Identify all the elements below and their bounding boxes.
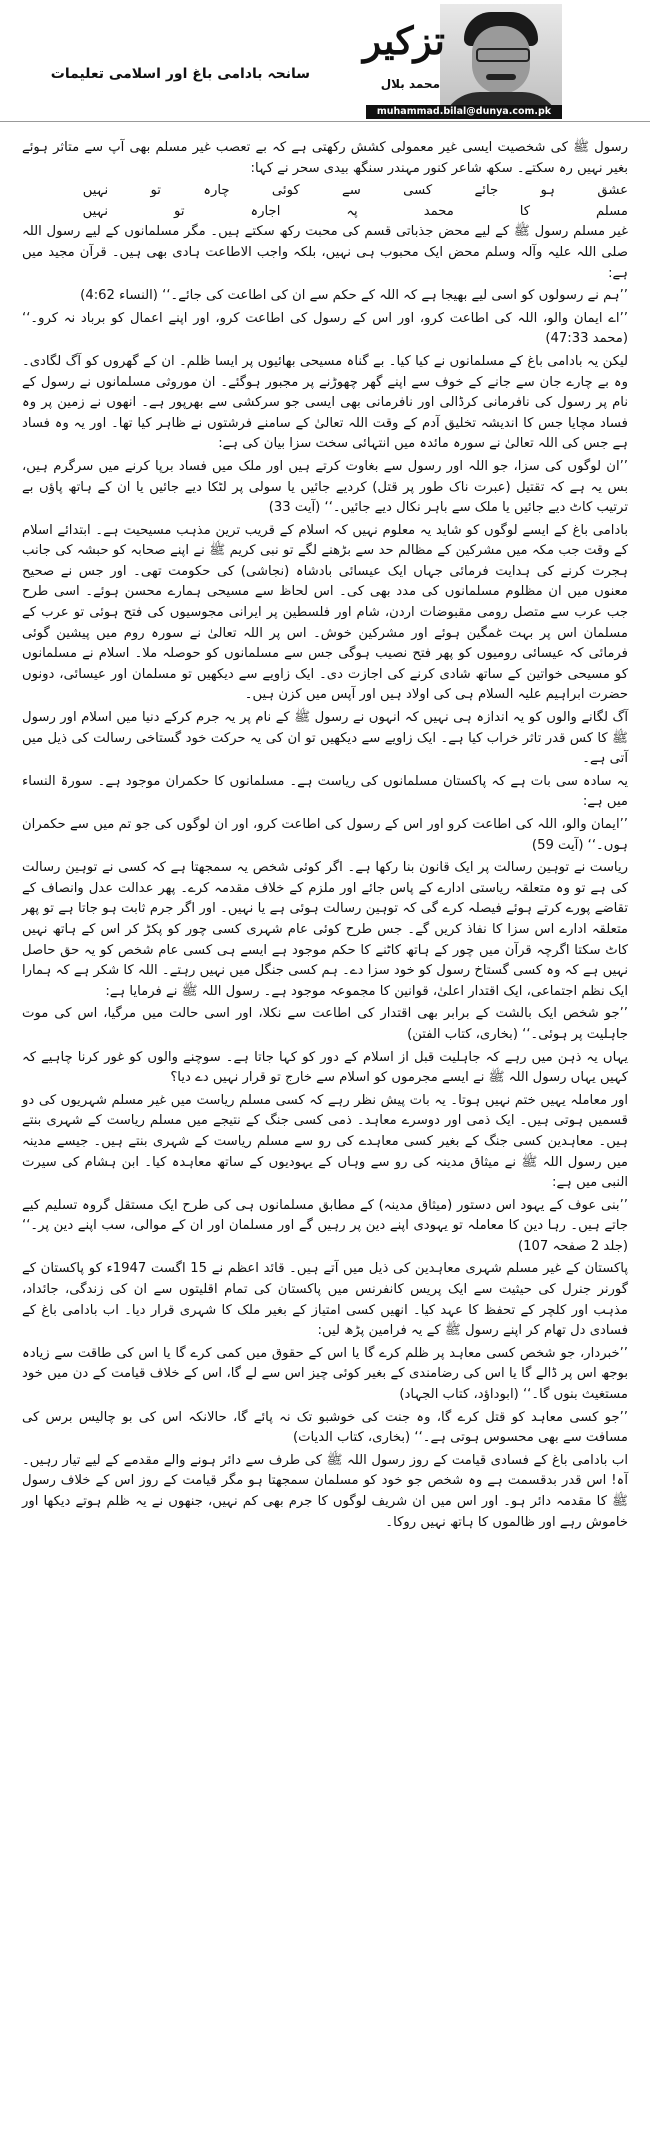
author-name: محمد بلال — [380, 77, 440, 91]
quotation-paragraph: ’’جو کسی معاہد کو قتل کرے گا، وہ جنت کی خوشبو تک نہ پائے گا، حالانکہ اس کی بو چالیس برس کی مسافت سے بھی محسوس ہوتی ہے۔‘‘ (بخاری، کتاب الدیات) — [22, 1409, 628, 1446]
poem-word: نہیں — [82, 183, 109, 199]
quotation-paragraph: ’’ان لوگوں کی سزا، جو اللہ اور رسول سے بغاوت کرتے ہیں اور ملک میں فساد برپا کرنے میں سرگرم ہیں، بس یہ ہے کہ تقتیل (عبرت ناک طور پر قتل) کردیے جائیں یا سولی پر لٹکا دیے جائیں یا ان کے ہاتھ پاؤں بے ترتیب کاٹ دیے جائیں یا ملک سے باہر نکال دیے جائیں۔‘‘ (آیت 33) — [22, 458, 628, 516]
article-paragraph: اور معاملہ یہیں ختم نہیں ہوتا۔ یہ بات پیش نظر رہے کہ کسی مسلم ریاست میں غیر مسلم شہریوں کی دو قسمیں ہوتی ہیں۔ ایک ذمی اور دوسرے معاہد۔ ذمی کسی جنگ کے نتیجے میں مسلم ریاست کے شہری بنتے ہیں۔ معاہدین کسی جنگ کے بغیر کسی معاہدے کی رو سے مسلم ریاست کے شہری بنتے ہیں۔ جیسے مدینہ میں رسول اللہ ﷺ نے میثاق مدینہ کی رو سے وہاں کے یہودیوں کے ساتھ معاہدہ کیا۔ ابن ہشام کی سیرت النبی میں ہے: — [22, 1092, 628, 1191]
article-paragraph: ریاست نے توہین رسالت پر ایک قانون بنا رکھا ہے۔ اگر کوئی شخص یہ سمجھتا ہے کہ کسی نے توہین رسالت کی ہے تو وہ متعلقہ ریاستی ادارے کے پاس جائے اور ملزم کے خلاف مقدمہ کرے۔ پھر عدالت عدل وانصاف کے تقاضے پورے کرتے ہوئے فیصلہ کرے گی کہ توہین رسالت ہوئی ہے یا نہیں۔ اور اگر جرم ثابت ہو جاتا ہے تو پھر متعلقہ ادارے اس سزا کا نفاذ کریں گے۔ جس طرح کوئی عام شہری کسی چور کو پکڑ کر اس کے ہاتھ نہیں کاٹ سکتا اگرچہ قرآن میں چور کے ہاتھ کاٹنے کا حکم موجود ہے ایسے ہی کسی عام شخص کو یہ حق حاصل نہیں ہے کہ وہ کسی گستاخ رسول کو خود سزا دے۔ ہم کسی جنگل میں نہیں رہتے۔ اللہ کا شکر ہے کہ ہمارا ایک نظم اجتماعی، ایک اقتدار اعلیٰ، قوانین کا مجموعہ موجود ہے۔ رسول اللہ ﷺ نے فرمایا ہے: — [22, 860, 628, 999]
article-headline: سانحہ بادامی باغ اور اسلامی تعلیمات — [50, 66, 310, 82]
quotation-paragraph: ’’جو شخص ایک بالشت کے برابر بھی اقتدار کی اطاعت سے نکلا، اور اسی حالت میں مرگیا، اس کی موت جاہلیت پر ہوئی۔‘‘ (بخاری، کتاب الفتن) — [22, 1006, 628, 1042]
poem-word: محمد — [423, 203, 454, 219]
poem-word: کسی — [403, 183, 433, 199]
poem-word: تو — [150, 183, 161, 199]
quotation-paragraph: ’’بنی عوف کے یہود اس دستور (میثاق مدینہ) کے مطابق مسلمانوں ہی کی طرح ایک مستقل گروہ تسلیم کیے جاتے ہیں۔ رہا دین کا معاملہ تو یہودی اپنے دین پر رہیں گے اور مسلمان اور ان کے موالی، سب اپنے دین پر۔‘‘ (جلد 2 صفحہ 107) — [22, 1197, 628, 1254]
article-paragraph: بادامی باغ کے ایسے لوگوں کو شاید یہ معلوم نہیں کہ اسلام کے قریب ترین مذہب مسیحیت ہے۔ ابتدائے اسلام کے وقت جب مکہ میں مشرکین کے مظالم حد سے بڑھنے لگے تو نبی کریم ﷺ نے اپنے صحابہ کو حبشہ کی جانب ہجرت کرنے کی ہدایت فرمائی جہاں ایک عیسائی بادشاہ (نجاشی) کی حکومت تھی۔ اور جس نے صحیح معنوں میں ان مظلوم مسلمانوں کی مدد بھی کی۔ اس لحاظ سے مسیحی ہمارے محسن ہوئے۔ اسی طرح جب عرب سے متصل رومی مقبوضات اردن، شام اور فلسطین پر ایرانی مجوسیوں کی فتح ہوئی تو عرب کے مسلمان اس پر بہت غمگین ہوئے اور مشرکین خوش۔ اس پر اللہ تعالیٰ نے سورہ روم میں پیشین گوئی فرمائی کہ عیسائی رومیوں کو پھر فتح نصیب ہوگی جس سے مسلمانوں کو حوصلہ ملا۔ اسلام نے مسلمانوں کو مسیحی خواتین کے ساتھ شادی کرنے کی اجازت دی۔ ایک زاویے سے دیکھیں تو مسلمان اور عیسائی، دونوں حضرت ابراہیم علیہ السلام ہی کی اولاد ہیں اور آپس میں کزن ہیں۔ — [22, 522, 628, 703]
quotation-paragraph: ’’اے ایمان والو، اللہ کی اطاعت کرو، اور اس کے رسول کی اطاعت کرو، اور اپنے اعمال کو برباد نہ کرو۔‘‘ (محمد 47:33) — [22, 310, 628, 347]
poem-word: کا — [519, 203, 531, 219]
column-header — [0, 0, 650, 125]
column-name: تزکیر — [362, 18, 445, 63]
poem-word: اجارہ — [250, 203, 281, 219]
poem-word: پہ — [346, 203, 358, 219]
poem-word: عشق — [597, 183, 628, 199]
header-divider — [0, 121, 650, 122]
article-paragraph: یہاں یہ ذہن میں رہے کہ جاہلیت قبل از اسلام کے دور کو کہا جاتا ہے۔ سوچنے والوں کو غور کرنا چاہیے کہ کہیں یہاں رسول اللہ ﷺ نے ایسے مجرموں کو اسلام سے خارج تو قرار نہیں دے دیا؟ — [22, 1049, 628, 1086]
article-body — [22, 138, 628, 2138]
poem-word: مسلم — [596, 203, 628, 219]
article-paragraph: آگ لگانے والوں کو یہ اندازہ ہی نہیں کہ انہوں نے رسول ﷺ کے نام پر یہ جرم کرکے دنیا میں اسلام اور رسول ﷺ کا کس قدر تاثر خراب کیا ہے۔ ایک زاویے سے دیکھیں تو ان کی یہ حرکت خود گستاخی رسالت کی ذیل میں آتی ہے۔ — [22, 710, 628, 767]
poem-word: ہو — [540, 183, 556, 199]
quotation-paragraph: ’’خبردار، جو شخص کسی معاہد پر ظلم کرے گا یا اس کے حقوق میں کمی کرے گا یا اس کی طاقت سے زیادہ بوجھ اس پر ڈالے گا یا اس کی رضامندی کے بغیر کوئی چیز اس سے لے گا، اس کے خلاف قیامت کے دن میں خود مستغیث بنوں گا۔‘‘ (ابوداؤد، کتاب الجہاد) — [22, 1345, 628, 1403]
poem-word: جائے — [474, 183, 499, 199]
article-paragraph: رسول ﷺ کی شخصیت ایسی غیر معمولی کشش رکھتی ہے کہ بے تعصب غیر مسلم بھی آپ سے متاثر ہوئے بغیر نہیں رہ سکتے۔ سکھ شاعر کنور مہندر سنگھ بیدی سحر نے کہا: — [22, 140, 628, 176]
author-email: muhammad.bilal@dunya.com.pk — [366, 105, 562, 119]
poem-line1 — [83, 181, 628, 202]
article-paragraph: پاکستان کے غیر مسلم شہری معاہدین کی ذیل میں آتے ہیں۔ قائد اعظم نے 15 اگست 1947ء کو پاکستان کے گورنر جنرل کی حیثیت سے ایک پریس کانفرنس میں پاکستان کی تمام اقلیتوں سے ان کی زندگی، جائداد، مذہب اور کلچر کے تحفظ کا عہد کیا۔ انھیں کسی امتیاز کے بغیر ملک کا شہری قرار دیا۔ اب بادامی باغ کے فسادی دل تھام کر اپنے رسول ﷺ کے یہ فرامین پڑھ لیں: — [22, 1261, 628, 1339]
author-photo — [440, 4, 562, 117]
quotation-paragraph: ’’ایمان والو، اللہ کی اطاعت کرو اور اس کے رسول کی اطاعت کرو، اور ان لوگوں کی جو تم میں سے حکمران ہوں۔‘‘ (آیت 59) — [22, 817, 628, 853]
quotation-paragraph: ’’ہم نے رسولوں کو اسی لیے بھیجا ہے کہ اللہ کے حکم سے ان کی اطاعت کی جائے۔‘‘ (النساء 4:62) — [80, 288, 628, 304]
article-paragraph: اب بادامی باغ کے فسادی قیامت کے روز رسول اللہ ﷺ کی طرف سے دائر ہونے والے مقدمے کے لیے تیار رہیں۔ آہ! اس قدر بدقسمت ہے وہ شخص جو خود کو مسلمان سمجھتا ہو مگر قیامت کے روز اس کے خلاف رسول ﷺ کا مقدمہ دائر ہو۔ اور اس میں ان شریف لوگوں کا جرم بھی کم نہیں، جنھوں نے یہ ظلم ہوتے دیکھا اور خاموش رہے اور ظالموں کا ہاتھ نہیں روکا۔ — [22, 1452, 628, 1530]
poem-word: کوئی — [271, 183, 300, 199]
article-paragraph: غیر مسلم رسول ﷺ کے لیے محض جذباتی قسم کی محبت رکھ سکتے ہیں۔ مگر مسلمانوں کے لیے رسول اللہ صلی اللہ علیہ وآلہ وسلم محض ایک محبوب ہی نہیں، بلکہ واجب الاطاعت ہادی بھی ہیں۔ قرآن مجید میں ہے: — [22, 224, 628, 281]
poem-word: سے — [342, 183, 361, 199]
article-paragraph: لیکن یہ بادامی باغ کے مسلمانوں نے کیا کیا۔ بے گناہ مسیحی بھائیوں پر ایسا ظلم۔ ان کے گھروں کو آگ لگادی۔ وہ بے چارے جان سے جانے کے خوف سے اپنے گھر چھوڑنے پر مجبور ہوگئے۔ ان موروثی مسلمانوں نے رسول کے نام پر رسول کی نافرمانی کرڈالی اور نافرمانی بھی ایسی جو سرکشی سے بھرپور ہے۔ انھوں نے زمین پر وہ فساد مچایا جس کا اندیشہ تخلیق آدم کے وقت اللہ تعالیٰ کے سامنے فرشتوں نے ظاہر کیا تھا۔ اور یہ وہ فساد ہے جس کی اللہ تعالیٰ نے سورہ مائدہ میں انتہائی سخت سزا بیان کی ہے: — [22, 353, 628, 452]
poem-word: تو — [174, 203, 185, 219]
poem-word: نہیں — [82, 203, 109, 219]
article-paragraph: یہ سادہ سی بات ہے کہ پاکستان مسلمانوں کی ریاست ہے۔ مسلمانوں کا حکمران موجود ہے۔ سورۃ النساء میں ہے: — [22, 773, 628, 810]
poem-line2 — [83, 202, 628, 223]
poem-word: چارہ — [203, 183, 230, 199]
